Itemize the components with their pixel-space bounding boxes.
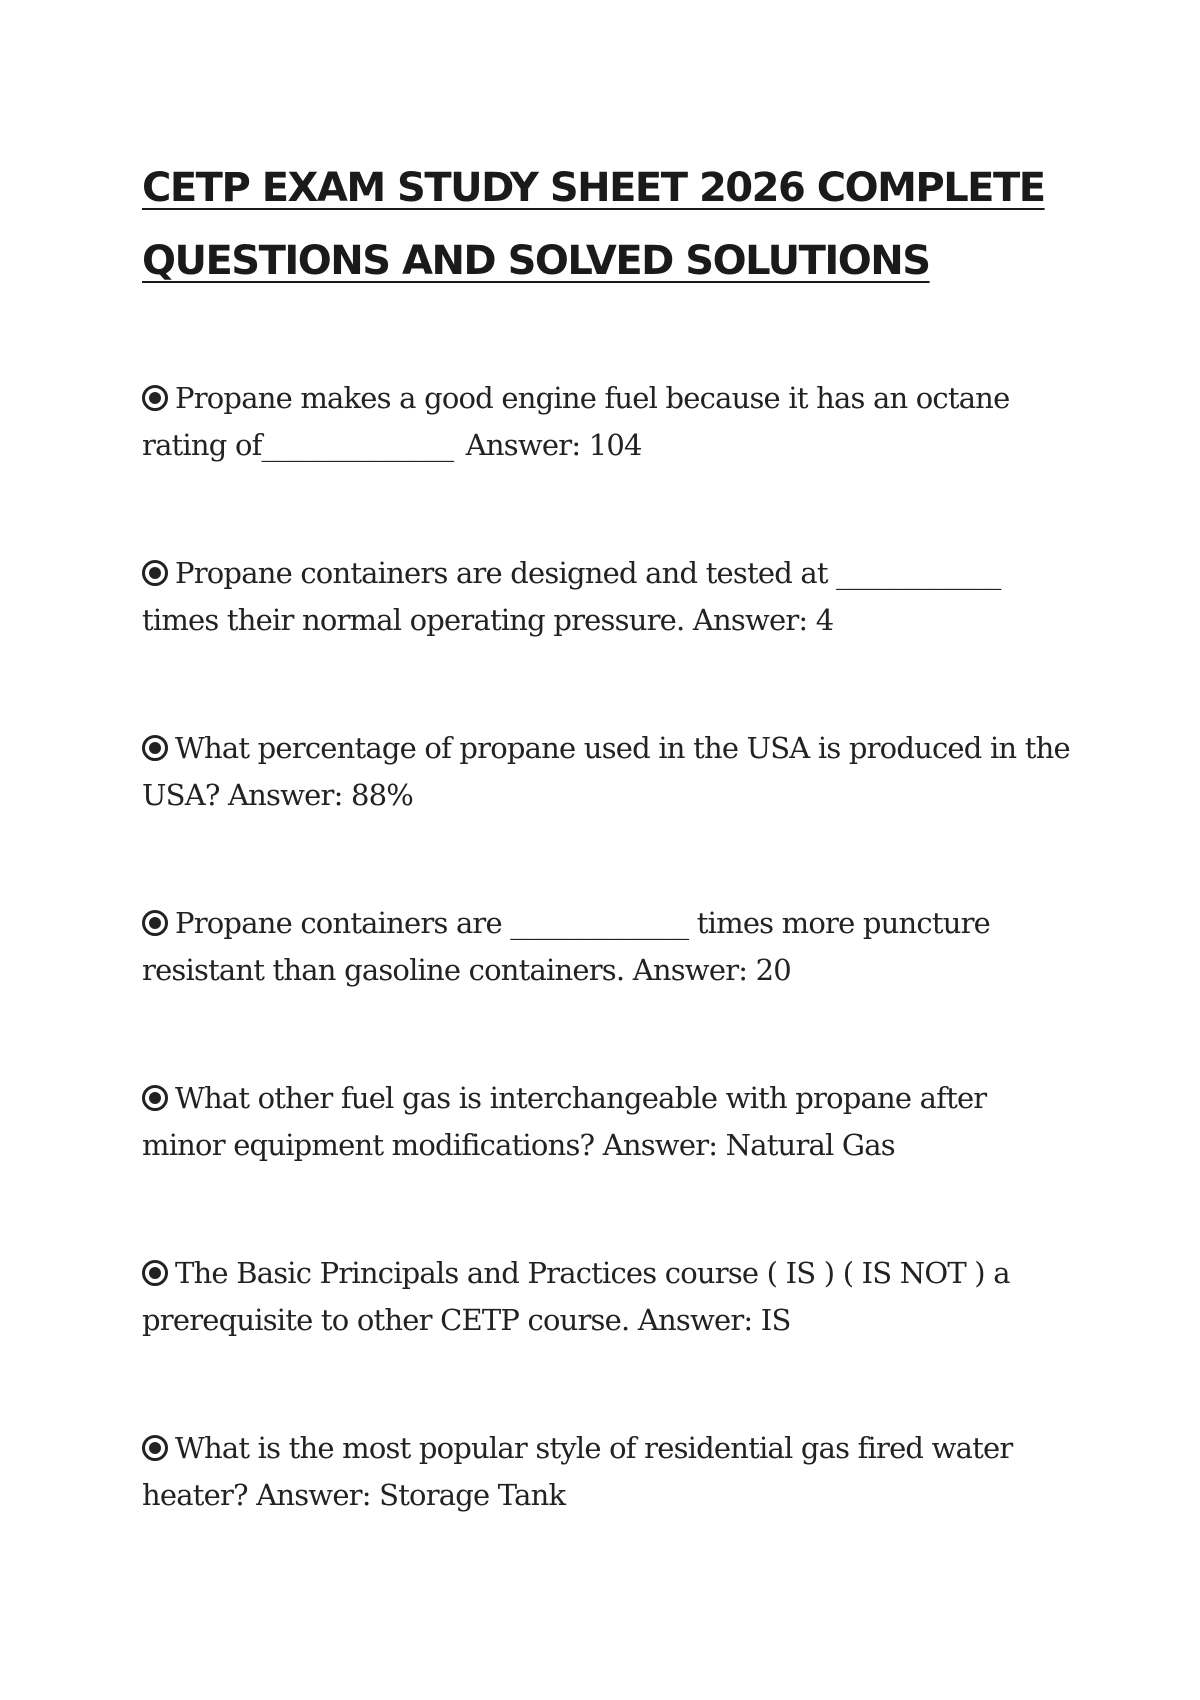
question-item <box>142 1425 1072 1600</box>
radio-bullet-icon <box>142 385 168 411</box>
radio-bullet-icon <box>142 1435 168 1461</box>
question-text: The Basic Principals and Practices course ( IS ) ( IS NOT ) a prerequisite to other CETP course. <box>142 1256 1010 1337</box>
title-line-1: CETP EXAM STUDY SHEET 2026 COMPLETE <box>142 165 1045 211</box>
radio-bullet-icon <box>142 910 168 936</box>
answer-text: Answer: Storage Tank <box>256 1478 566 1512</box>
question-item <box>142 725 1072 900</box>
question-item <box>142 1075 1072 1250</box>
question-item <box>142 900 1072 1075</box>
page-title <box>142 152 1062 298</box>
question-list <box>142 375 1072 1600</box>
question-item <box>142 550 1072 725</box>
answer-text: Answer: 104 <box>465 428 642 462</box>
question-text: What percentage of propane used in the USA is produced in the USA? <box>142 731 1070 812</box>
question-text: Propane makes a good engine fuel because it has an octane rating of______________ <box>142 381 1010 462</box>
question-text: What is the most popular style of residential gas fired water heater? <box>142 1431 1013 1512</box>
answer-text: Answer: 4 <box>692 603 834 637</box>
question-text: What other fuel gas is interchangeable with propane after minor equipment modifications? <box>142 1081 987 1162</box>
question-item <box>142 1250 1072 1425</box>
question-item <box>142 375 1072 550</box>
title-line-2: QUESTIONS AND SOLVED SOLUTIONS <box>142 238 930 284</box>
answer-text: Answer: Natural Gas <box>602 1128 895 1162</box>
radio-bullet-icon <box>142 1260 168 1286</box>
question-text: Propane containers are _____________ times more puncture resistant than gasoline containers. <box>142 906 991 987</box>
radio-bullet-icon <box>142 560 168 586</box>
answer-text: Answer: 88% <box>228 778 414 812</box>
question-text: Propane containers are designed and tested at ____________ times their normal operating pressure. <box>142 556 1001 637</box>
answer-text: Answer: 20 <box>632 953 791 987</box>
answer-text: Answer: IS <box>637 1303 791 1337</box>
radio-bullet-icon <box>142 735 168 761</box>
radio-bullet-icon <box>142 1085 168 1111</box>
